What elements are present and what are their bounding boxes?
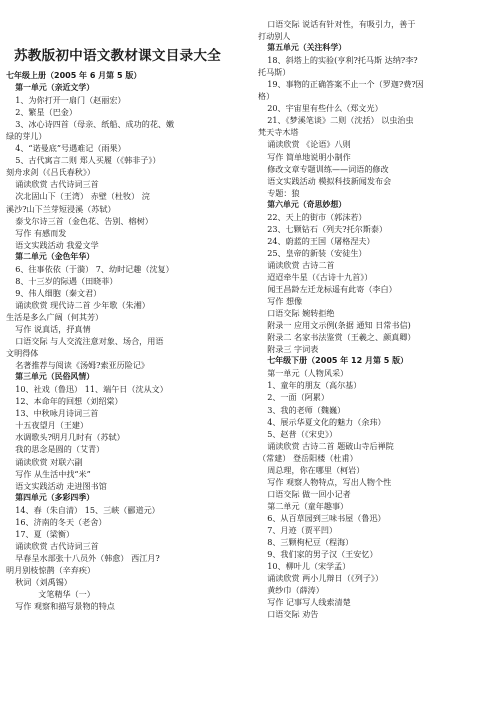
toc-line: 4、展示华夏文化的魅力（余玮） (267, 416, 386, 427)
toc-line: 绿的芽儿） (6, 131, 47, 142)
toc-line: 周总理，你在哪里（柯岩） (267, 464, 365, 475)
unit-heading: 第一单元（亲近文学） (15, 83, 95, 93)
toc-line: 5、赵普（《宋史》） (267, 428, 338, 439)
toc-line: 1、为你打开一扇门（赵丽宏） (15, 95, 126, 106)
toc-line: 诵读欣赏 古代诗词三首 (15, 179, 99, 190)
toc-line: 托马斯） (258, 67, 291, 78)
toc-line: 10、社戏（鲁迅） 11、端午日（沈从文） (15, 384, 168, 395)
toc-line: 16、济南的冬天（老舍） (15, 516, 107, 527)
toc-line: 写作 说真话，抒真情 (15, 323, 91, 334)
toc-line: 次北固山下（王湾） 赤壁（杜牧） 浣 (15, 191, 150, 202)
toc-line: 水调歌头?明月几时有（苏轼） (15, 432, 125, 443)
toc-line: 诵读欣赏 古诗二首 (267, 259, 335, 270)
toc-line: （常建） 登岳阳楼（杜甫） (258, 452, 358, 463)
toc-line: 格） (258, 91, 275, 102)
toc-line: 口语交际 与人交流注意对象、场合，用语 (15, 336, 164, 347)
toc-line: 4、“诺曼底”号遇难记（雨果） (15, 143, 126, 154)
toc-line: 写作 有感而发 (15, 227, 67, 238)
toc-line: 写作 简单地说明小制作 (267, 151, 351, 162)
toc-line: 19、事物的正确答案不止一个（罗迦?费?因 (267, 79, 424, 90)
toc-line: 口语交际 劝告 (267, 609, 319, 620)
toc-line: 第一单元（人物风采） (267, 368, 349, 379)
toc-line: 14、春（朱自清） 15、三峡（郦道元） (15, 504, 160, 515)
toc-line: 9、伟人细胞（秦文君） (15, 287, 102, 298)
toc-line: 文明得体 (6, 348, 39, 359)
toc-line: 附录一 应用文示例(条据 通知 日常书信) (267, 320, 411, 331)
toc-line: 写作 从生活中找“米” (15, 468, 91, 479)
toc-line: 写作 想像 (267, 296, 303, 307)
toc-line: 3、我的老师（魏巍） (267, 404, 346, 415)
toc-line: 18、斜塔上的实验(亨利?托马斯 达纳?李? (267, 55, 418, 66)
toc-line: 口语交际 做一回小记者 (267, 488, 351, 499)
toc-line: 2、繁星（巴金） (15, 107, 77, 118)
toc-line: 溪沙?山下兰芽短浸溪（苏轼） (6, 203, 116, 214)
grade-heading: 七年级下册（2005 年 12 月第 5 版） (267, 356, 409, 366)
toc-line: 语文实践活动 模拟科技新闻发布会 (267, 175, 392, 186)
toc-line: 24、蔚蓝的王国（屠格涅夫） (267, 235, 375, 246)
toc-line: 迢迢牵牛星（《古诗十九首》） (267, 271, 373, 282)
unit-heading: 第六单元（奇思妙想） (267, 199, 347, 209)
toc-line: 打动别人 (258, 31, 291, 42)
toc-line: 9、我们家的男子汉（王安忆） (267, 549, 378, 560)
toc-line: 早春呈水部张十八员外（韩愈） 西江月? (15, 552, 160, 563)
toc-line: 诵读欣赏 对联六副 (15, 456, 83, 467)
toc-line: 8、十三岁的际遇（田晓菲） (15, 275, 118, 286)
toc-line: 5、古代寓言二则 郑人买履（《韩非子》） (15, 155, 161, 166)
toc-line: 诵读欣赏 古诗二首 题破山寺后禅院 (267, 440, 394, 451)
toc-line: 6、从百草园到三味书屋（鲁迅） (267, 512, 386, 523)
toc-line: 黄纱巾（薛涛） (267, 585, 324, 596)
toc-line: 10、柳叶儿（宋学孟） (267, 561, 351, 572)
toc-line: 梵天寺木塔 (258, 127, 299, 138)
toc-line: 泰戈尔诗三首（金色花、告别、榕树） (15, 215, 153, 226)
toc-line: 12、本命年的回想（刘绍棠） (15, 396, 123, 407)
toc-line: 3、冰心诗四首（母亲、纸船、成功的花、嫩 (15, 119, 175, 130)
toc-line: 诵读欣赏 《论语》八则 (267, 139, 351, 150)
toc-line: 写作 观察和描写景物的特点 (15, 601, 115, 612)
page-title: 苏教版初中语文教材课文目录大全 (14, 48, 221, 64)
toc-line: 1、童年的朋友（高尔基） (267, 380, 362, 391)
toc-line: 13、中秋咏月诗词三首 (15, 408, 99, 419)
unit-heading: 第四单元（多彩四季） (15, 492, 95, 502)
toc-line: 25、皇帝的新装（安徒生） (267, 247, 367, 258)
toc-line: 诵读欣赏 古代诗词三首 (15, 540, 99, 551)
toc-line: 写作 记事写人线索清楚 (267, 597, 351, 608)
toc-line: 口语交际 说话有针对性，有吸引力，善于 (267, 19, 416, 29)
toc-line: 秋词（刘禹锡） (15, 576, 72, 587)
toc-line: 语文实践活动 走进图书馆 (15, 480, 107, 491)
toc-line: 22、天上的街市（郭沫若） (267, 211, 367, 222)
toc-line: 诵读欣赏 两小儿辩日（《列子》） (267, 573, 384, 584)
toc-line: 7、月迹（贾平凹） (267, 524, 338, 535)
toc-line: 语文实践活动 我爱文学 (15, 239, 99, 250)
toc-line: 闻王昌龄左迁龙标遥有此寄（李白） (267, 284, 397, 295)
toc-line: 23、七颗钻石（列夫?托尔斯泰） (267, 223, 388, 234)
toc-line: 我的思念是圆的（艾青） (15, 444, 105, 455)
toc-line: 21、《梦溪笔谈》二则（沈括） 以虫治虫 (267, 115, 414, 126)
toc-line: 口语交际 婉转拒绝 (267, 308, 335, 319)
toc-line: 附录二 名家书法鉴赏（王羲之、颜真卿） (267, 332, 416, 343)
toc-line: 写作 观察人物特点，写出人物个性 (267, 476, 392, 487)
toc-line: 明月别枝惊鹊（辛弃疾） (6, 564, 96, 575)
toc-line: 诵读欣赏 现代诗二首 少年歌（朱湘） (15, 299, 150, 310)
left-column-lines (6, 70, 248, 612)
toc-line: 文笔精华（一） (38, 589, 95, 600)
toc-line: 8、三颗枸杞豆（程海） (267, 537, 354, 548)
toc-line: 生活是多么广阔（何其芳） (6, 311, 104, 322)
toc-line: 附录三 字词表 (267, 344, 319, 355)
unit-heading: 第三单元（民俗风情） (15, 372, 95, 382)
toc-line: 2、一面（阿累） (267, 392, 329, 403)
toc-line: 名著推荐与阅读《汤姆?索亚历险记》 (15, 360, 150, 371)
toc-line: 专题：狼 (267, 187, 300, 198)
toc-line: 20、宇宙里有些什么（郑文光） (267, 103, 383, 114)
toc-line: 十五夜望月（王建） (15, 420, 89, 431)
right-column-lines (258, 18, 490, 620)
unit-heading: 第五单元（关注科学） (267, 43, 347, 53)
unit-heading: 第二单元（金色年华） (15, 251, 95, 261)
toc-line: 第二单元（童年趣事） (267, 500, 349, 511)
toc-line: 6、往事依依（于漪） 7、幼时记趣（沈复） (15, 263, 174, 274)
grade-heading: 七年级上册（2005 年 6 月第 5 版） (6, 71, 142, 80)
toc-line: 17、夏（梁衡） (15, 528, 75, 539)
toc-line: 刻舟求剑（《吕氏春秋》） (6, 167, 96, 178)
toc-line: 修改文章专题训练——词语的修改 (267, 163, 389, 174)
